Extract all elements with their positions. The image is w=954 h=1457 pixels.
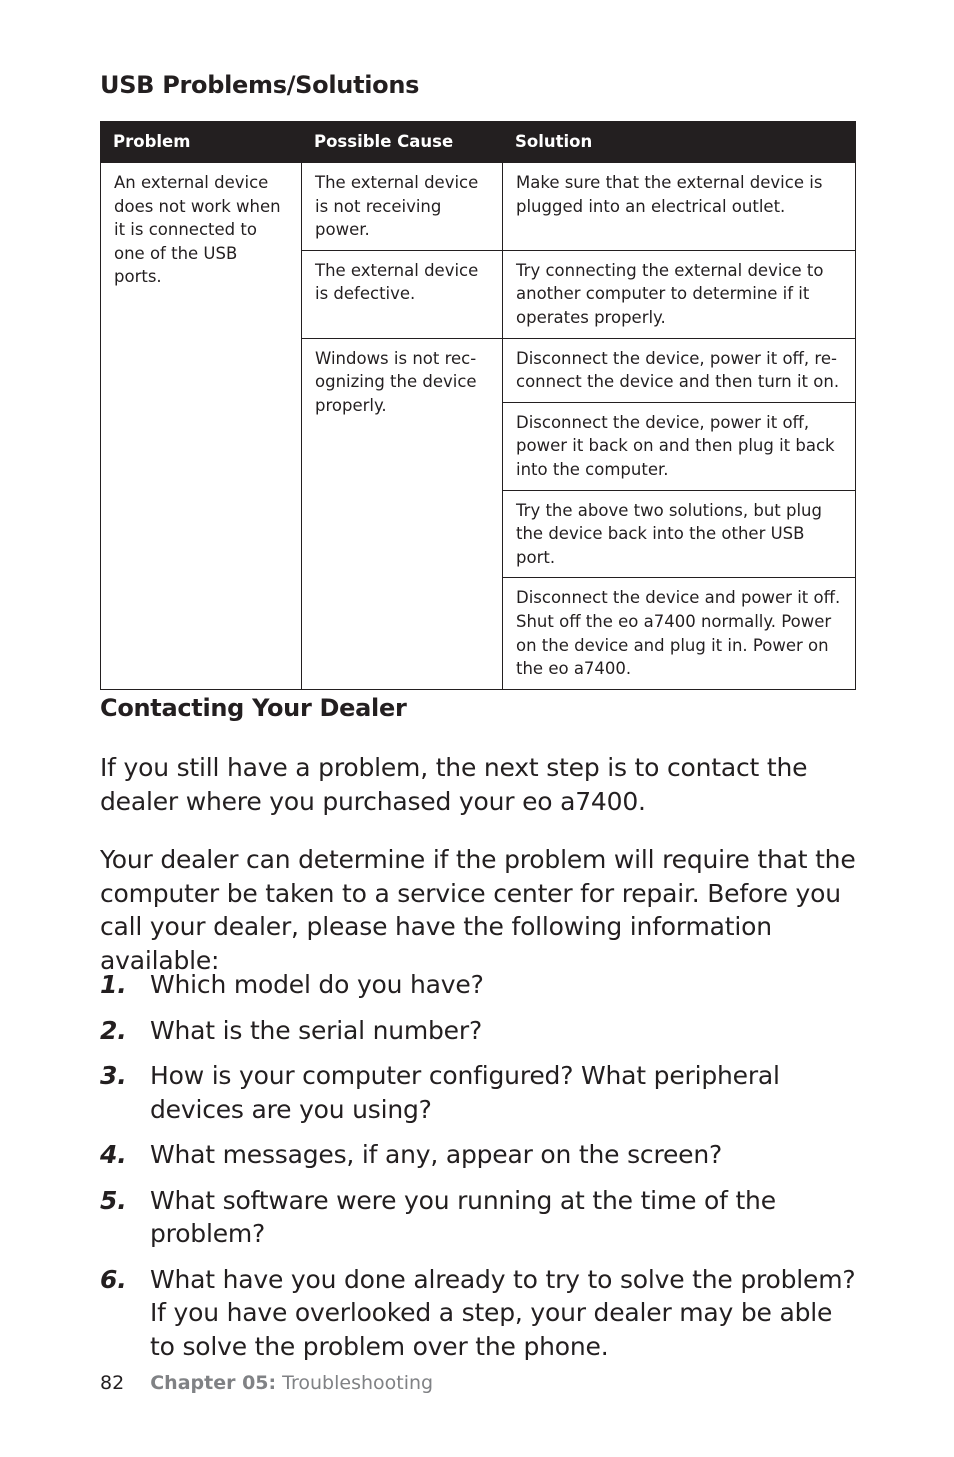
solution-cell: Try connecting the external device to another computer to determine if it operates properly.	[503, 250, 856, 338]
cause-cell: The external device is not receiving power.	[302, 163, 503, 251]
usb-problems-table	[100, 121, 856, 690]
item-text: What software were you running at the time of the problem?	[150, 1185, 776, 1248]
item-number: 6.	[100, 1264, 127, 1294]
table-row	[101, 163, 856, 251]
solution-cell: Disconnect the device, power it off, re-connect the device and then turn it on.	[503, 338, 856, 402]
item-number: 1.	[100, 970, 127, 999]
dealer-section-title: Contacting Your Dealer	[100, 694, 407, 722]
solution-cell: Disconnect the device, power it off, power it back on and then plug it back into the computer.	[503, 402, 856, 490]
header-problem: Problem	[101, 122, 302, 163]
solution-cell: Make sure that the external device is plugged into an electrical outlet.	[503, 163, 856, 251]
list-item	[100, 1014, 860, 1048]
cause-cell: The external device is defective.	[302, 250, 503, 338]
chapter-label: Chapter 05:	[150, 1372, 277, 1394]
dealer-paragraph: If you still have a problem, the next step is to contact the dealer where you purchased your eo a7400.	[100, 753, 808, 816]
item-text: What messages, if any, appear on the screen?	[150, 1140, 723, 1169]
item-number: 5.	[100, 1185, 127, 1215]
list-item	[100, 1263, 860, 1364]
usb-section-title: USB Problems/Solutions	[100, 71, 420, 99]
solution-cell: Try the above two solutions, but plug the device back into the other USB port.	[503, 490, 856, 578]
list-item	[100, 1138, 860, 1172]
item-text: What have you done already to try to solve the problem? If you have overlooked a step, your dealer may be able to solve the problem over the phone.	[150, 1264, 856, 1361]
section-label: Troubleshooting	[282, 1372, 434, 1394]
header-possible-cause: Possible Cause	[302, 122, 503, 163]
list-item	[100, 1184, 860, 1251]
list-item	[100, 1059, 860, 1126]
item-number: 4.	[100, 1140, 127, 1169]
table-header-row	[101, 122, 856, 163]
question-list	[100, 968, 860, 1363]
item-number: 2.	[100, 1015, 127, 1045]
list-item	[100, 968, 860, 1002]
solution-cell: Disconnect the device and power it off. Shut off the eo a7400 normally. Power on the device and plug it in. Power on the eo a7400.	[503, 578, 856, 689]
page-footer	[100, 1372, 433, 1394]
cause-cell: Windows is not rec-ognizing the device properly.	[302, 338, 503, 689]
page-number: 82	[100, 1372, 125, 1394]
header-solution: Solution	[503, 122, 856, 163]
dealer-paragraph: Your dealer can determine if the problem will require that the computer be taken to a service center for repair. Before you call your dealer, please have the following information available:	[100, 845, 856, 975]
item-text: Which model do you have?	[150, 970, 484, 999]
item-text: How is your computer configured? What peripheral devices are you using?	[150, 1061, 780, 1124]
problem-cell: An external device does not work when it is connected to one of the USB ports.	[101, 163, 302, 690]
item-number: 3.	[100, 1061, 127, 1090]
item-text: What is the serial number?	[150, 1015, 483, 1045]
